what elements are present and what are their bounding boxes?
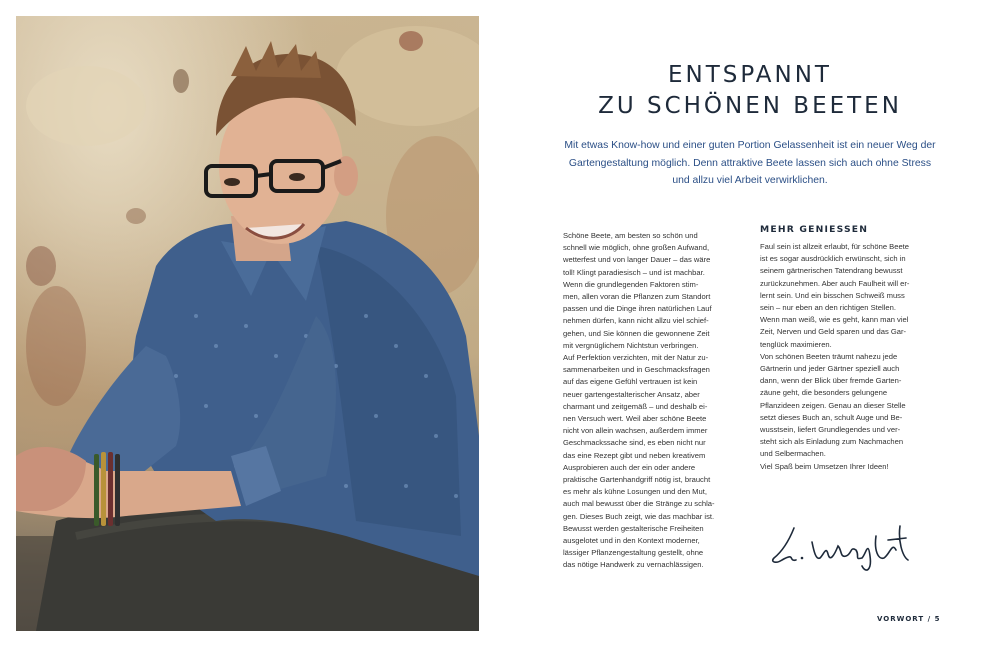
body-line: tenglück maximieren. xyxy=(760,339,832,349)
body-line: zurückzunehmen. Aber auch Faulheit will er- xyxy=(760,278,910,288)
body-column-left xyxy=(563,230,743,572)
body-line: lässiger Pflanzengestaltung gestellt, ohne xyxy=(563,548,704,558)
body-line: das eine Rezept gibt und neben kreativem xyxy=(563,450,706,460)
body-line: Faul sein ist allzeit erlaubt, für schöne Beete xyxy=(760,242,910,251)
body-line: dann, wenn der Blick über fremde Garten- xyxy=(760,376,902,386)
body-line: neuer gartengestalterischer Ansatz, aber xyxy=(563,389,700,399)
body-line: passen und die Dinge ihren natürlichen Lauf xyxy=(563,304,712,314)
portrait-illustration xyxy=(16,16,479,631)
body-line: wusstsein, liefert Grundlegendes und ver- xyxy=(760,425,901,435)
title-line-2: ZU SCHÖNEN BEETEN xyxy=(598,93,902,119)
body-line: lernt sein. Und ein bisschen Schweiß muss xyxy=(760,290,905,300)
page-folio: VORWORT / 5 xyxy=(877,615,941,623)
body-line: charmant und zeitgemäß – und deshalb ei- xyxy=(563,401,708,411)
body-line: wetterfest und von langer Dauer – das wäre xyxy=(563,255,711,265)
body-line: Geschmackssache sind, es eben nicht nur xyxy=(563,438,706,448)
body-line: auf das eigene Gefühl vertrauen ist kein xyxy=(563,377,698,387)
body-line: sein – nur eben an den richtigen Stellen. xyxy=(760,303,896,313)
body-line: es mehr als kühne Losungen und den Mut, xyxy=(563,487,707,497)
section-subheading: MEHR GENIESSEN xyxy=(760,224,869,235)
body-line: seinem gärtnerischen Tatendrang bewusst xyxy=(760,266,903,276)
body-line: nicht von allein wachsen, außerdem immer xyxy=(563,426,708,436)
body-line: ist es sogar ausdrücklich erwünscht, sich in xyxy=(760,254,906,264)
body-line: nehmen dürfen, kann nicht allzu viel schief- xyxy=(563,316,709,326)
body-line: Von schönen Beeten träumt nahezu jede xyxy=(760,351,898,361)
author-signature xyxy=(766,516,926,572)
body-line: steht sich als Einladung zum Nachmachen xyxy=(760,437,904,447)
body-line: nen Versuch wert. Weil aber schöne Beete xyxy=(563,414,707,424)
page-title xyxy=(560,60,940,122)
body-line: Wenn die grundlegenden Faktoren stim- xyxy=(563,279,699,289)
body-line: praktische Gartenhandgriff nötig ist, braucht xyxy=(563,475,711,485)
body-line: Bewusst werden gestalterische Freiheiten xyxy=(563,523,704,533)
body-line: Gärtnerin und jeder Gärtner speziell auch xyxy=(760,364,900,374)
body-line: sammenarbeiten und in Geschmacksfragen xyxy=(563,365,710,375)
body-line: Ausprobieren auch der ein oder andere xyxy=(563,462,696,472)
title-line-1: ENTSPANNT xyxy=(668,62,832,88)
body-line: Zeit, Nerven und Geld sparen und das Gar- xyxy=(760,327,907,337)
body-line: auch mal bewusst über die Stränge zu schla- xyxy=(563,499,715,509)
body-line: Wenn man weiß, wie es geht, kann man viel xyxy=(760,315,909,325)
body-column-right xyxy=(760,241,940,473)
body-line: und Selbermachen. xyxy=(760,449,826,459)
body-line: setzt dieses Buch an, schult Auge und Be- xyxy=(760,412,903,422)
body-line: Schöne Beete, am besten so schön und xyxy=(563,231,698,240)
body-line: Auf Perfektion verzichten, mit der Natur zu- xyxy=(563,353,709,363)
body-line: mit vergnüglichem Nichtstun verbringen. xyxy=(563,340,699,350)
body-line: schnell wie möglich, ohne großen Aufwand, xyxy=(563,243,710,253)
author-portrait-photo xyxy=(16,16,479,631)
body-line: men, allen voran die Pflanzen zum Standort xyxy=(563,292,711,302)
intro-paragraph: Mit etwas Know-how und einer guten Portion Gelassenheit ist ein neuer Weg der Gartengestaltung möglich. Denn attraktive Beete lassen sich auch ohne Stress und allzu viel Arbeit verwirklichen. xyxy=(564,140,936,186)
body-line: zäune geht, die besonders gelungene xyxy=(760,388,888,398)
body-line: gen. Dieses Buch zeigt, wie das machbar ist. xyxy=(563,511,715,521)
body-line: ausgelotet und in den Kontext moderner, xyxy=(563,536,700,546)
body-line: Pflanzideen zeigen. Genau an dieser Stelle xyxy=(760,400,906,410)
body-line: toll! Klingt paradiesisch – und ist machbar. xyxy=(563,267,705,277)
body-line: das nötige Handwerk zu vernachlässigen. xyxy=(563,560,704,570)
body-line: gehen, und Sie können die gewonnene Zeit xyxy=(563,328,710,338)
body-line: Viel Spaß beim Umsetzen Ihrer Ideen! xyxy=(760,461,889,471)
